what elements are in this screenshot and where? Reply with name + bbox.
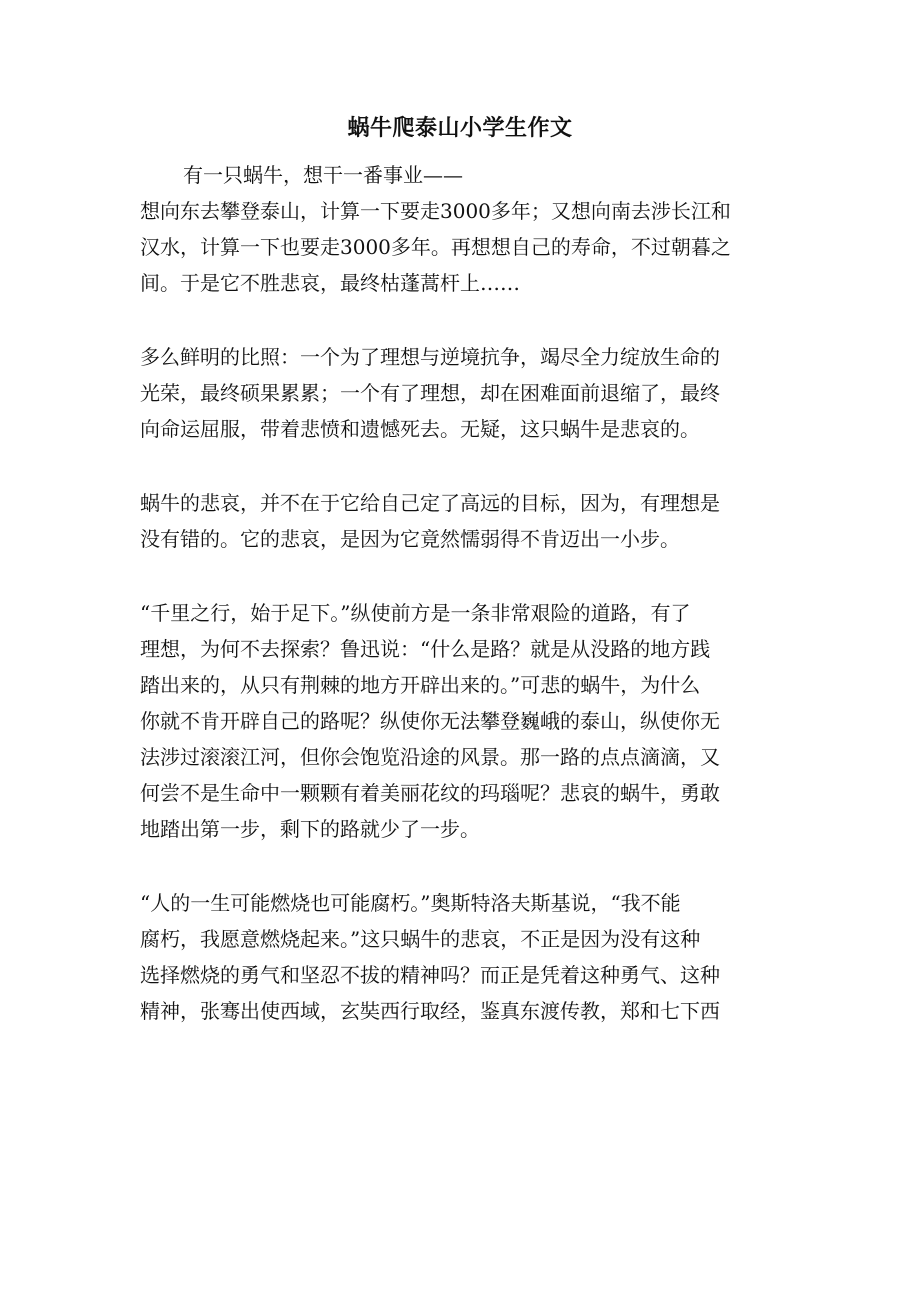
text-line: 地踏出第一步，剩下的路就少了一步。	[140, 817, 480, 841]
document-title: 蜗牛爬泰山小学生作文	[347, 115, 573, 141]
text-line: 光荣，最终硕果累累；一个有了理想，却在困难面前退缩了，最终	[140, 381, 720, 405]
text-line: 理想，为何不去探索？鲁迅说：“什么是路？就是从没路的地方践	[140, 637, 711, 661]
text-line: 有一只蜗牛，想干一番事业——	[183, 163, 463, 187]
text-line: 精神，张骞出使西域，玄奘西行取经，鉴真东渡传教，郑和七下西	[140, 999, 720, 1023]
text-line: 想向东去攀登泰山，计算一下要走3000多年；又想向南去涉长江和	[140, 199, 731, 223]
text-line: 间。于是它不胜悲哀，最终枯蓬蒿杆上……	[140, 271, 520, 295]
text-line: 没有错的。它的悲哀，是因为它竟然懦弱得不肯迈出一小步。	[140, 527, 680, 551]
text-line: “千里之行，始于足下。”纵使前方是一条非常艰险的道路，有了	[140, 601, 691, 625]
text-line: 汉水，计算一下也要走3000多年。再想想自己的寿命，不过朝暮之	[140, 235, 731, 259]
text-line: 选择燃烧的勇气和坚忍不拔的精神吗？而正是凭着这种勇气、这种	[140, 963, 720, 987]
text-line: 多么鲜明的比照：一个为了理想与逆境抗争，竭尽全力绽放生命的	[140, 345, 720, 369]
text-line: “人的一生可能燃烧也可能腐朽。”奥斯特洛夫斯基说，“我不能	[140, 891, 681, 915]
text-line: 何尝不是生命中一颗颗有着美丽花纹的玛瑙呢？悲哀的蜗牛，勇敢	[140, 781, 720, 805]
text-line: 蜗牛的悲哀，并不在于它给自己定了高远的目标，因为，有理想是	[140, 491, 720, 515]
text-line: 法涉过滚滚江河，但你会饱览沿途的风景。那一路的点点滴滴，又	[140, 745, 720, 769]
text-line: 腐朽，我愿意燃烧起来。”这只蜗牛的悲哀，不正是因为没有这种	[140, 927, 701, 951]
paragraph-gap	[140, 557, 768, 595]
paragraph-gap	[140, 847, 768, 885]
text-line: 向命运屈服，带着悲愤和遗憾死去。无疑，这只蜗牛是悲哀的。	[140, 417, 700, 441]
text-line: 你就不肯开辟自己的路呢？纵使你无法攀登巍峨的泰山，纵使你无	[140, 709, 720, 733]
text-line: 踏出来的，从只有荆棘的地方开辟出来的。”可悲的蜗牛，为什么	[140, 673, 701, 697]
paragraph-gap	[140, 301, 768, 339]
paragraph-gap	[140, 447, 768, 485]
document-body	[140, 157, 768, 1029]
